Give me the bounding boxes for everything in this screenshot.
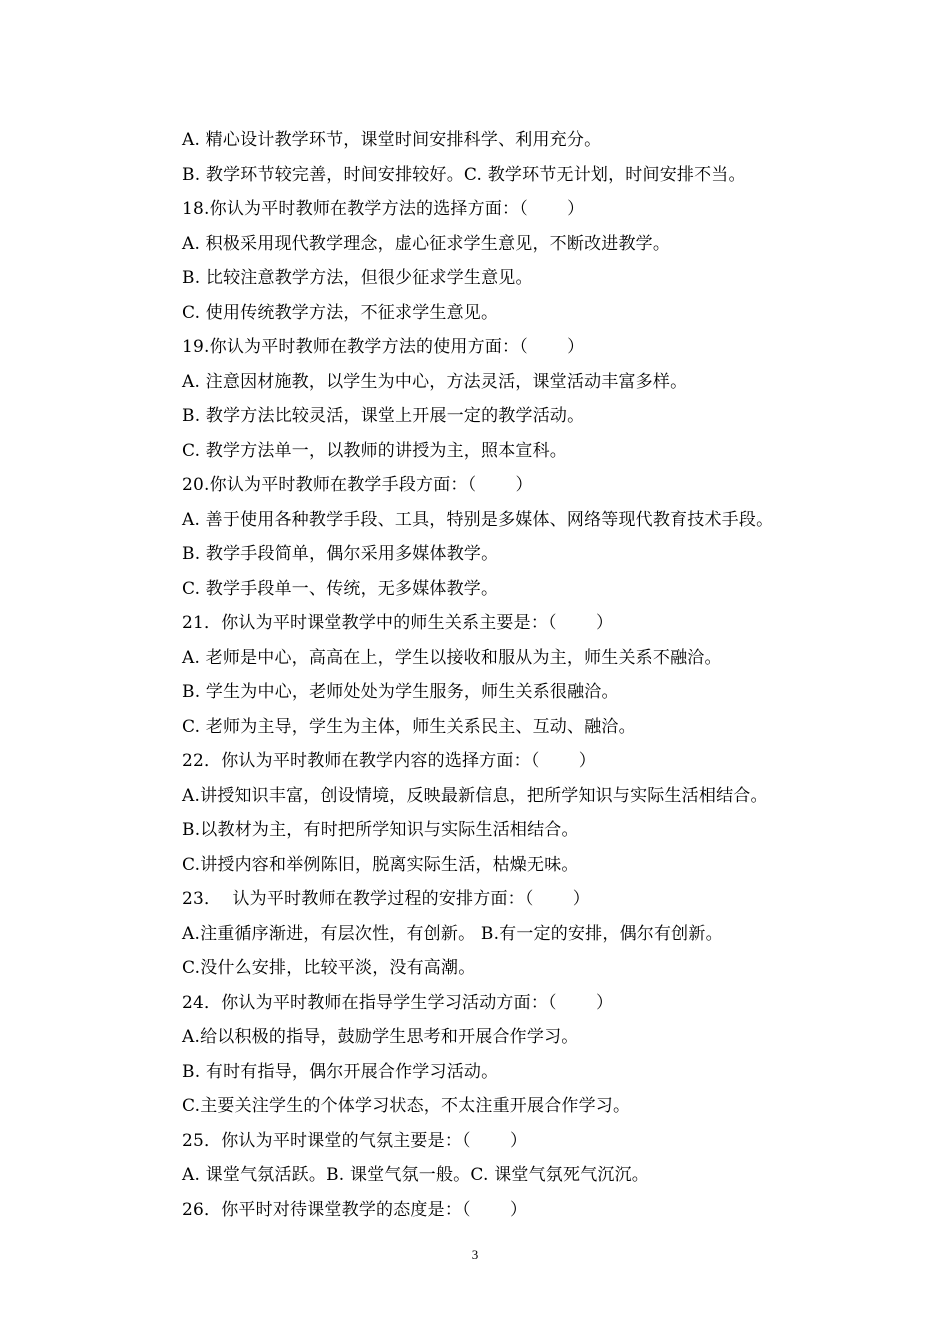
question-20: 20.你认为平时教师在教学手段方面：（ ）	[182, 475, 533, 495]
option-line: B. 有时有指导，偶尔开展合作学习活动。	[182, 1061, 499, 1082]
option-line: C. 教学方法单一，以教师的讲授为主，照本宣科。	[182, 440, 568, 461]
option-line: A. 精心设计教学环节，课堂时间安排科学、利用充分。	[182, 130, 602, 150]
option-line: B. 比较注意教学方法，但很少征求学生意见。	[182, 268, 533, 288]
question-21: 21．你认为平时课堂教学中的师生关系主要是：（ ）	[182, 613, 614, 633]
option-line: C.讲授内容和举例陈旧，脱离实际生活，枯燥无味。	[182, 854, 579, 875]
option-line: A. 积极采用现代教学理念，虚心征求学生意见，不断改进教学。	[182, 233, 671, 254]
option-line: A.给以积极的指导，鼓励学生思考和开展合作学习。	[182, 1027, 579, 1047]
option-line: A.注重循序渐进，有层次性，有创新。 B.有一定的安排，偶尔有创新。	[182, 923, 723, 944]
page-number: 3	[471, 1247, 479, 1262]
option-line: C. 老师为主导，学生为主体，师生关系民主、互动、融洽。	[182, 716, 636, 737]
option-line: B.以教材为主，有时把所学知识与实际生活相结合。	[182, 820, 579, 840]
option-line: C.主要关注学生的个体学习状态，不太注重开展合作学习。	[182, 1096, 631, 1116]
option-line: C.没什么安排，比较平淡，没有高潮。	[182, 958, 476, 978]
option-line: B. 教学方法比较灵活，课堂上开展一定的教学活动。	[182, 406, 585, 426]
question-22: 22．你认为平时教师在教学内容的选择方面：（ ）	[182, 751, 596, 771]
option-line: A.讲授知识丰富，创设情境，反映最新信息，把所学知识与实际生活相结合。	[182, 785, 768, 806]
question-18: 18.你认为平时教师在教学方法的选择方面：（ ）	[182, 199, 585, 219]
option-line: B. 教学手段简单，偶尔采用多媒体教学。	[182, 544, 499, 564]
option-line: B. 教学环节较完善，时间安排较好。C. 教学环节无计划，时间安排不当。	[182, 164, 746, 185]
question-26: 26．你平时对待课堂教学的态度是：（ ）	[182, 1199, 528, 1220]
question-24: 24．你认为平时教师在指导学生学习活动方面：（ ）	[182, 992, 614, 1013]
option-line: A. 老师是中心，高高在上，学生以接收和服从为主，师生关系不融洽。	[182, 647, 722, 668]
questionnaire-text	[182, 123, 842, 1227]
question-19: 19.你认为平时教师在教学方法的使用方面：（ ）	[182, 337, 585, 357]
option-line: B. 学生为中心，老师处处为学生服务，师生关系很融洽。	[182, 682, 619, 702]
question-23: 23． 认为平时教师在教学过程的安排方面：（ ）	[182, 889, 590, 909]
question-25: 25．你认为平时课堂的气氛主要是：（ ）	[182, 1130, 528, 1151]
option-line: A. 课堂气氛活跃。B. 课堂气氛一般。C. 课堂气氛死气沉沉。	[182, 1165, 649, 1185]
option-line: A. 善于使用各种教学手段、工具，特别是多媒体、网络等现代教育技术手段。	[182, 509, 774, 530]
option-line: C. 使用传统教学方法，不征求学生意见。	[182, 302, 499, 323]
option-line: C. 教学手段单一、传统，无多媒体教学。	[182, 578, 499, 599]
option-line: A. 注意因材施教，以学生为中心，方法灵活，课堂活动丰富多样。	[182, 371, 688, 392]
